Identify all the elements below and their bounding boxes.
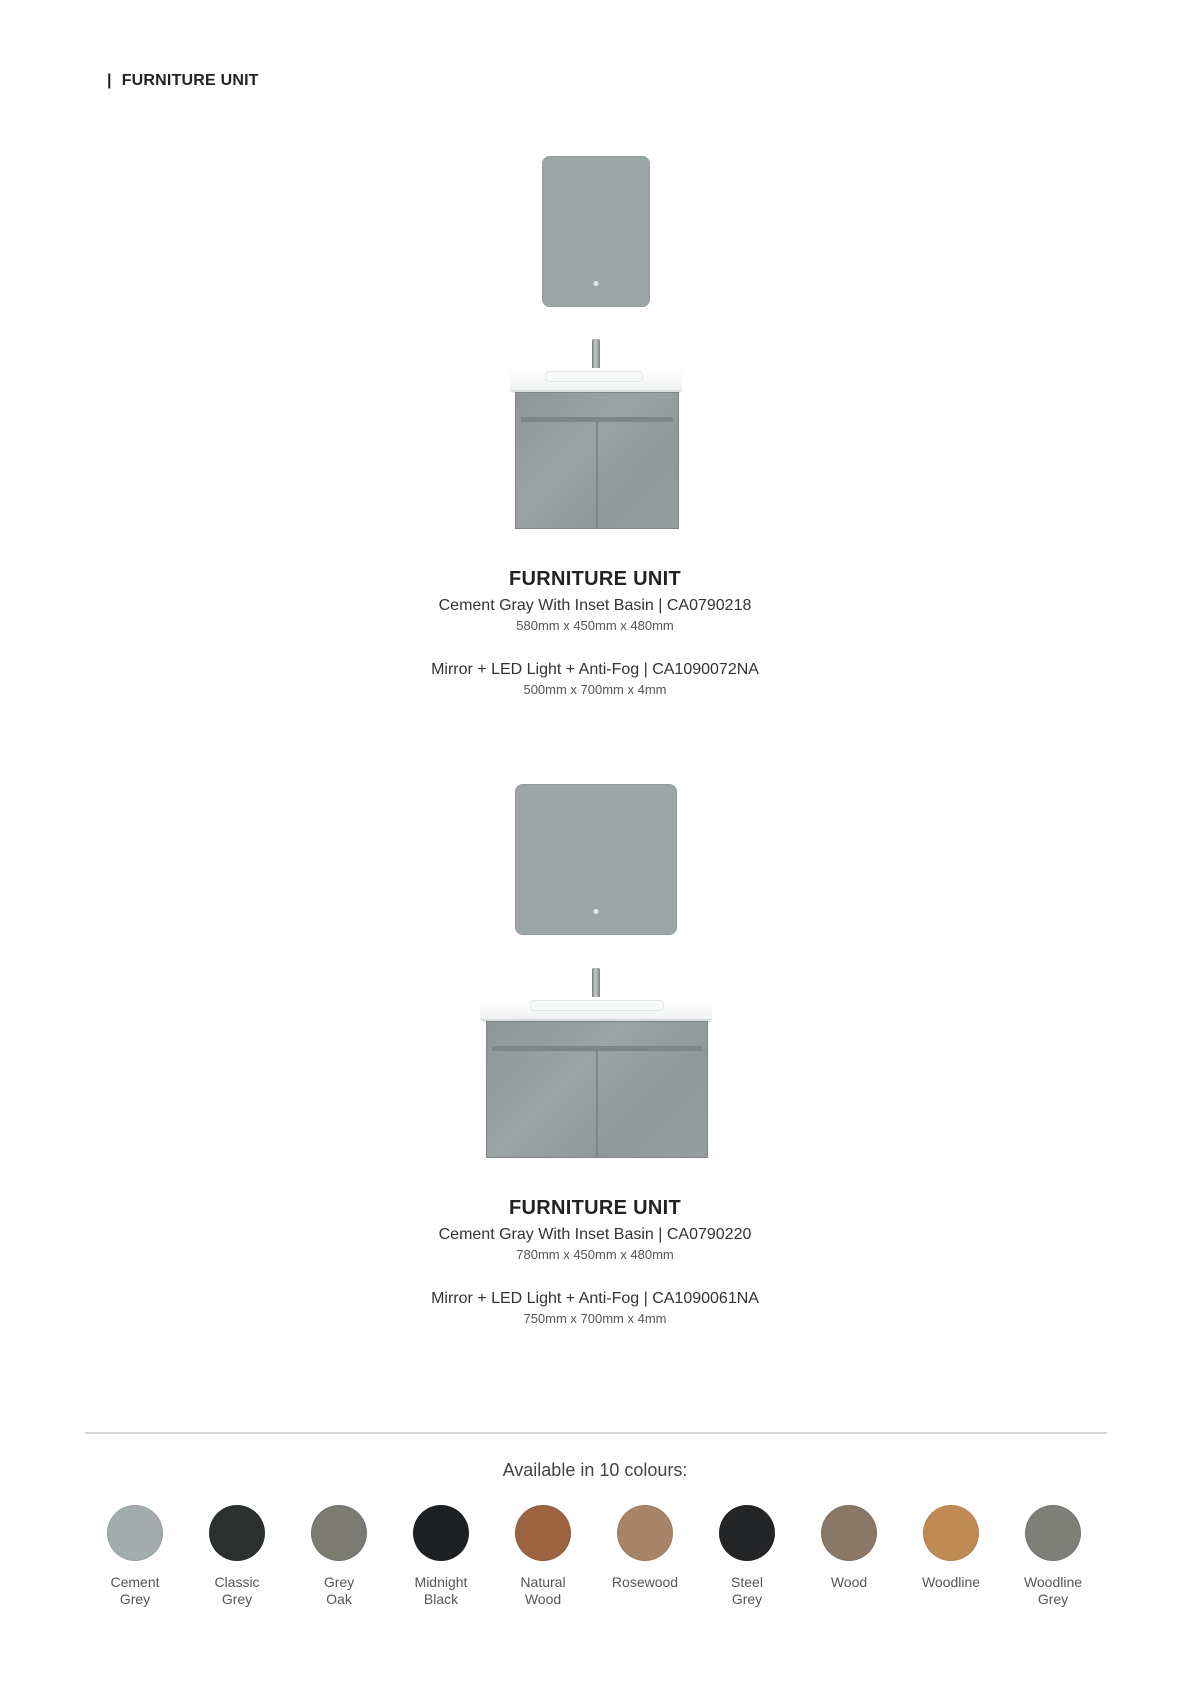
swatch-label: Rosewood: [611, 1574, 679, 1590]
cabinet-door-divider: [596, 422, 598, 528]
header-title: FURNITURE UNIT: [121, 72, 259, 89]
swatch-label: Cement Grey: [110, 1574, 160, 1607]
swatch-circle: [1025, 1505, 1081, 1561]
swatch-label: Classic Grey: [214, 1574, 260, 1607]
unit-dimensions: 780mm x 450mm x 480mm: [516, 1247, 674, 1262]
swatch-woodline-grey: [1003, 1505, 1103, 1608]
product-title: FURNITURE UNIT: [509, 568, 681, 590]
colour-swatches: [85, 1505, 1115, 1625]
faucet-image: [592, 968, 600, 998]
swatch-circle: [617, 1505, 673, 1561]
basin-bowl: [530, 1000, 664, 1011]
swatch-circle: [515, 1505, 571, 1561]
swatch-label: Wood: [830, 1574, 868, 1590]
swatch-wood: [799, 1505, 899, 1591]
unit-description: Cement Gray With Inset Basin | CA0790220: [438, 1226, 752, 1243]
mirror-image: [515, 784, 677, 935]
swatch-midnight-black: [391, 1505, 491, 1608]
swatch-label: Midnight Black: [414, 1574, 468, 1607]
unit-dimensions: 580mm x 450mm x 480mm: [516, 618, 674, 633]
cabinet-image: [486, 1021, 708, 1158]
swatch-woodline: [901, 1505, 1001, 1591]
colours-heading: Available in 10 colours:: [502, 1460, 688, 1480]
swatch-circle: [107, 1505, 163, 1561]
swatch-circle: [719, 1505, 775, 1561]
swatch-label: Woodline: [921, 1574, 981, 1590]
section-header: [107, 72, 259, 90]
cabinet-image: [515, 392, 679, 529]
swatch-label: Grey Oak: [323, 1574, 355, 1607]
unit-description: Cement Gray With Inset Basin | CA0790218: [438, 597, 752, 614]
product-1-info: [0, 568, 1190, 697]
swatch-circle: [821, 1505, 877, 1561]
led-indicator: [594, 909, 599, 914]
faucet-image: [592, 339, 600, 369]
header-bar: |: [107, 72, 112, 89]
mirror-image: [542, 156, 650, 307]
swatch-circle: [311, 1505, 367, 1561]
section-divider: [85, 1432, 1107, 1434]
product-title: FURNITURE UNIT: [509, 1197, 681, 1219]
swatch-natural-wood: [493, 1505, 593, 1608]
cabinet-door-divider: [596, 1051, 598, 1157]
product-2-info: [0, 1197, 1190, 1326]
swatch-classic-grey: [187, 1505, 287, 1608]
mirror-description: Mirror + LED Light + Anti-Fog | CA1090061NA: [431, 1290, 759, 1307]
swatch-label: Steel Grey: [731, 1574, 763, 1607]
led-indicator: [594, 281, 599, 286]
swatch-grey-oak: [289, 1505, 389, 1608]
mirror-description: Mirror + LED Light + Anti-Fog | CA1090072NA: [431, 661, 759, 678]
mirror-dimensions: 750mm x 700mm x 4mm: [523, 1311, 667, 1326]
swatch-steel-grey: [697, 1505, 797, 1608]
mirror-dimensions: 500mm x 700mm x 4mm: [523, 682, 667, 697]
swatch-label: Woodline Grey: [1023, 1574, 1083, 1607]
swatch-circle: [209, 1505, 265, 1561]
swatch-label: Natural Wood: [520, 1574, 566, 1607]
swatch-cement-grey: [85, 1505, 185, 1608]
basin-bowl: [545, 371, 643, 382]
swatch-circle: [413, 1505, 469, 1561]
swatch-rosewood: [595, 1505, 695, 1591]
swatch-circle: [923, 1505, 979, 1561]
